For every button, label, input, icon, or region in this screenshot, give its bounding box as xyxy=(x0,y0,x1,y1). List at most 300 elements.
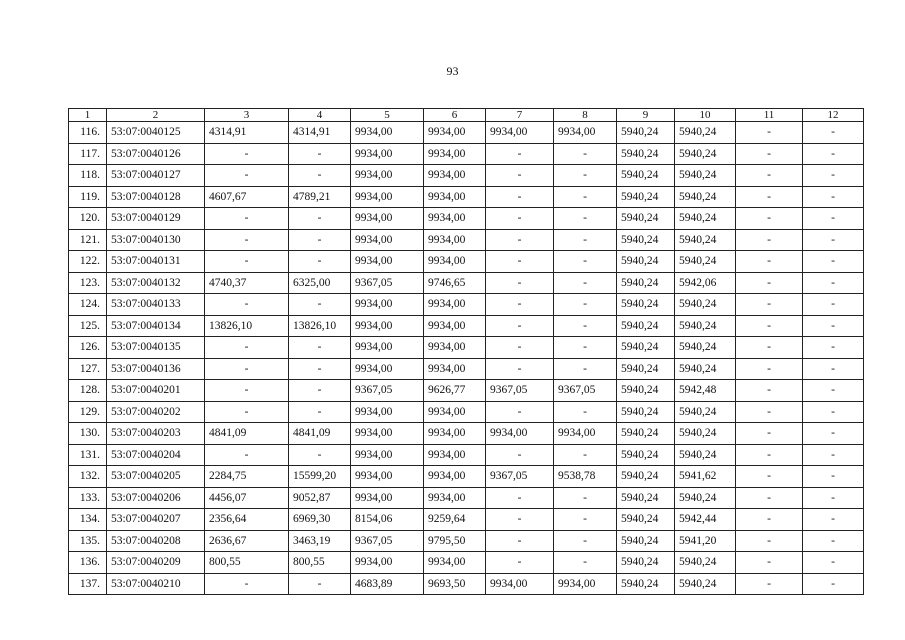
table-cell-col-12: - xyxy=(803,315,864,337)
table-cell-col-9: 5940,24 xyxy=(617,466,675,488)
table-cell-col-3: 4607,67 xyxy=(205,186,289,208)
table-cell-col-3: 2356,64 xyxy=(205,509,289,531)
table-cell-col-9: 5940,24 xyxy=(617,444,675,466)
table-cell-col-10: 5940,24 xyxy=(675,186,736,208)
table-cell-col-5: 9934,00 xyxy=(351,122,424,144)
table-cell-col-12: - xyxy=(803,466,864,488)
table-cell-col-6: 9934,00 xyxy=(424,466,486,488)
column-header-2: 2 xyxy=(107,109,205,122)
table-cell-col-2: 53:07:0040135 xyxy=(107,337,205,359)
table-cell-col-1: 121. xyxy=(69,229,107,251)
table-cell-col-11: - xyxy=(736,552,803,574)
table-cell-col-3: 4314,91 xyxy=(205,122,289,144)
table-cell-col-4: - xyxy=(289,229,351,251)
table-cell-col-2: 53:07:0040128 xyxy=(107,186,205,208)
table-cell-col-9: 5940,24 xyxy=(617,251,675,273)
table-cell-col-7: - xyxy=(486,251,554,273)
table-cell-col-1: 120. xyxy=(69,208,107,230)
table-cell-col-5: 9934,00 xyxy=(351,466,424,488)
table-cell-col-7: - xyxy=(486,143,554,165)
table-cell-col-7: - xyxy=(486,487,554,509)
table-row xyxy=(69,466,864,488)
table-cell-col-10: 5940,24 xyxy=(675,294,736,316)
table-cell-col-8: - xyxy=(554,487,617,509)
table-cell-col-6: 9934,00 xyxy=(424,487,486,509)
table-cell-col-8: 9934,00 xyxy=(554,573,617,595)
table-cell-col-7: - xyxy=(486,272,554,294)
table-row xyxy=(69,530,864,552)
table-cell-col-5: 8154,06 xyxy=(351,509,424,531)
table-cell-col-7: - xyxy=(486,229,554,251)
table-cell-col-7: 9934,00 xyxy=(486,423,554,445)
table-cell-col-2: 53:07:0040131 xyxy=(107,251,205,273)
table-row xyxy=(69,294,864,316)
table-row xyxy=(69,143,864,165)
table-cell-col-7: 9367,05 xyxy=(486,380,554,402)
table-cell-col-9: 5940,24 xyxy=(617,294,675,316)
table-cell-col-9: 5940,24 xyxy=(617,423,675,445)
table-cell-col-5: 9934,00 xyxy=(351,208,424,230)
table-cell-col-4: 3463,19 xyxy=(289,530,351,552)
table-cell-col-4: - xyxy=(289,444,351,466)
table-cell-col-5: 9934,00 xyxy=(351,444,424,466)
table-cell-col-8: - xyxy=(554,143,617,165)
table-cell-col-7: - xyxy=(486,165,554,187)
table-cell-col-8: - xyxy=(554,294,617,316)
table-cell-col-3: - xyxy=(205,337,289,359)
page-number: 93 xyxy=(446,64,459,78)
table-cell-col-5: 9934,00 xyxy=(351,186,424,208)
table-cell-col-8: 9934,00 xyxy=(554,122,617,144)
table-cell-col-12: - xyxy=(803,380,864,402)
table-cell-col-7: - xyxy=(486,186,554,208)
table-cell-col-4: 800,55 xyxy=(289,552,351,574)
table-cell-col-12: - xyxy=(803,573,864,595)
cadastral-value-table xyxy=(68,108,864,595)
table-cell-col-7: - xyxy=(486,530,554,552)
table-cell-col-11: - xyxy=(736,573,803,595)
table-cell-col-3: - xyxy=(205,294,289,316)
table-cell-col-12: - xyxy=(803,552,864,574)
table-cell-col-4: - xyxy=(289,143,351,165)
table-cell-col-8: - xyxy=(554,444,617,466)
table-cell-col-9: 5940,24 xyxy=(617,143,675,165)
table-cell-col-3: - xyxy=(205,358,289,380)
table-cell-col-8: - xyxy=(554,208,617,230)
table-cell-col-11: - xyxy=(736,251,803,273)
table-cell-col-5: 9934,00 xyxy=(351,552,424,574)
table-cell-col-6: 9934,00 xyxy=(424,208,486,230)
table-cell-col-11: - xyxy=(736,165,803,187)
table-cell-col-5: 9934,00 xyxy=(351,251,424,273)
table-cell-col-9: 5940,24 xyxy=(617,165,675,187)
table-cell-col-6: 9934,00 xyxy=(424,229,486,251)
table-cell-col-4: 15599,20 xyxy=(289,466,351,488)
table-cell-col-6: 9934,00 xyxy=(424,294,486,316)
table-cell-col-11: - xyxy=(736,229,803,251)
table-cell-col-2: 53:07:0040208 xyxy=(107,530,205,552)
table-row xyxy=(69,487,864,509)
table-cell-col-8: - xyxy=(554,530,617,552)
table-cell-col-3: - xyxy=(205,380,289,402)
table-cell-col-1: 122. xyxy=(69,251,107,273)
table-cell-col-1: 124. xyxy=(69,294,107,316)
table-cell-col-6: 9693,50 xyxy=(424,573,486,595)
table-cell-col-1: 116. xyxy=(69,122,107,144)
table-row xyxy=(69,272,864,294)
table-cell-col-4: 4841,09 xyxy=(289,423,351,445)
table-cell-col-2: 53:07:0040134 xyxy=(107,315,205,337)
table-cell-col-12: - xyxy=(803,165,864,187)
column-header-9: 9 xyxy=(617,109,675,122)
table-cell-col-1: 135. xyxy=(69,530,107,552)
table-cell-col-4: - xyxy=(289,573,351,595)
table-cell-col-10: 5941,20 xyxy=(675,530,736,552)
table-row xyxy=(69,509,864,531)
table-row xyxy=(69,401,864,423)
table-cell-col-12: - xyxy=(803,509,864,531)
table-cell-col-12: - xyxy=(803,294,864,316)
table-cell-col-11: - xyxy=(736,315,803,337)
table-cell-col-1: 136. xyxy=(69,552,107,574)
table-cell-col-10: 5942,44 xyxy=(675,509,736,531)
table-cell-col-7: - xyxy=(486,444,554,466)
table-row xyxy=(69,122,864,144)
table-cell-col-11: - xyxy=(736,186,803,208)
table-cell-col-2: 53:07:0040125 xyxy=(107,122,205,144)
table-cell-col-12: - xyxy=(803,251,864,273)
column-header-10: 10 xyxy=(675,109,736,122)
table-cell-col-8: - xyxy=(554,401,617,423)
table-cell-col-5: 9934,00 xyxy=(351,358,424,380)
table-cell-col-7: - xyxy=(486,358,554,380)
table-cell-col-2: 53:07:0040129 xyxy=(107,208,205,230)
table-cell-col-11: - xyxy=(736,509,803,531)
table-cell-col-2: 53:07:0040130 xyxy=(107,229,205,251)
column-header-11: 11 xyxy=(736,109,803,122)
table-cell-col-11: - xyxy=(736,208,803,230)
table-cell-col-1: 118. xyxy=(69,165,107,187)
table-row xyxy=(69,186,864,208)
table-cell-col-8: - xyxy=(554,358,617,380)
table-cell-col-11: - xyxy=(736,423,803,445)
table-cell-col-2: 53:07:0040203 xyxy=(107,423,205,445)
table-cell-col-4: - xyxy=(289,294,351,316)
table-cell-col-1: 131. xyxy=(69,444,107,466)
table-cell-col-12: - xyxy=(803,122,864,144)
table-cell-col-1: 134. xyxy=(69,509,107,531)
table-cell-col-3: - xyxy=(205,229,289,251)
table-cell-col-9: 5940,24 xyxy=(617,208,675,230)
table-row xyxy=(69,380,864,402)
table-cell-col-7: 9367,05 xyxy=(486,466,554,488)
table-cell-col-5: 9934,00 xyxy=(351,401,424,423)
table-cell-col-3: - xyxy=(205,165,289,187)
table-cell-col-7: - xyxy=(486,208,554,230)
table-cell-col-2: 53:07:0040126 xyxy=(107,143,205,165)
table-cell-col-4: - xyxy=(289,165,351,187)
column-header-1: 1 xyxy=(69,109,107,122)
table-cell-col-8: - xyxy=(554,509,617,531)
table-cell-col-4: 13826,10 xyxy=(289,315,351,337)
table-cell-col-6: 9934,00 xyxy=(424,337,486,359)
table-cell-col-6: 9626,77 xyxy=(424,380,486,402)
table-row xyxy=(69,315,864,337)
table-cell-col-9: 5940,24 xyxy=(617,573,675,595)
table-cell-col-3: - xyxy=(205,573,289,595)
table-cell-col-3: 2636,67 xyxy=(205,530,289,552)
table-cell-col-3: - xyxy=(205,251,289,273)
table-row xyxy=(69,552,864,574)
table-cell-col-10: 5940,24 xyxy=(675,487,736,509)
table-cell-col-10: 5941,62 xyxy=(675,466,736,488)
table-cell-col-9: 5940,24 xyxy=(617,401,675,423)
table-cell-col-4: - xyxy=(289,380,351,402)
table-cell-col-10: 5940,24 xyxy=(675,358,736,380)
table-cell-col-12: - xyxy=(803,186,864,208)
table-cell-col-7: 9934,00 xyxy=(486,122,554,144)
table-cell-col-10: 5940,24 xyxy=(675,143,736,165)
table-cell-col-4: 6325,00 xyxy=(289,272,351,294)
table-cell-col-11: - xyxy=(736,143,803,165)
table-cell-col-12: - xyxy=(803,358,864,380)
table-cell-col-3: - xyxy=(205,401,289,423)
table-cell-col-9: 5940,24 xyxy=(617,186,675,208)
table-cell-col-12: - xyxy=(803,423,864,445)
table-cell-col-2: 53:07:0040136 xyxy=(107,358,205,380)
table-cell-col-7: - xyxy=(486,552,554,574)
table-cell-col-11: - xyxy=(736,358,803,380)
table-cell-col-8: - xyxy=(554,165,617,187)
table-cell-col-9: 5940,24 xyxy=(617,530,675,552)
table-cell-col-12: - xyxy=(803,530,864,552)
table-cell-col-10: 5940,24 xyxy=(675,122,736,144)
table-cell-col-3: 2284,75 xyxy=(205,466,289,488)
table-cell-col-11: - xyxy=(736,487,803,509)
table-cell-col-9: 5940,24 xyxy=(617,552,675,574)
table-cell-col-5: 9934,00 xyxy=(351,423,424,445)
table-cell-col-2: 53:07:0040204 xyxy=(107,444,205,466)
table-cell-col-11: - xyxy=(736,401,803,423)
table-cell-col-10: 5942,48 xyxy=(675,380,736,402)
table-cell-col-12: - xyxy=(803,229,864,251)
table-cell-col-9: 5940,24 xyxy=(617,337,675,359)
table-cell-col-10: 5940,24 xyxy=(675,401,736,423)
table-cell-col-6: 9259,64 xyxy=(424,509,486,531)
table-cell-col-6: 9795,50 xyxy=(424,530,486,552)
table-cell-col-10: 5940,24 xyxy=(675,573,736,595)
table-cell-col-1: 137. xyxy=(69,573,107,595)
table-cell-col-8: 9538,78 xyxy=(554,466,617,488)
column-header-3: 3 xyxy=(205,109,289,122)
table-cell-col-6: 9934,00 xyxy=(424,143,486,165)
table-cell-col-6: 9934,00 xyxy=(424,186,486,208)
table-row xyxy=(69,337,864,359)
table-cell-col-5: 9367,05 xyxy=(351,272,424,294)
table-cell-col-1: 129. xyxy=(69,401,107,423)
table-cell-col-5: 9934,00 xyxy=(351,315,424,337)
table-cell-col-2: 53:07:0040127 xyxy=(107,165,205,187)
table-row xyxy=(69,208,864,230)
table-cell-col-6: 9934,00 xyxy=(424,122,486,144)
column-header-12: 12 xyxy=(803,109,864,122)
table-cell-col-12: - xyxy=(803,401,864,423)
table-body xyxy=(69,122,864,595)
table-row xyxy=(69,251,864,273)
table-cell-col-10: 5940,24 xyxy=(675,315,736,337)
table-cell-col-11: - xyxy=(736,272,803,294)
table-cell-col-7: - xyxy=(486,401,554,423)
table-cell-col-6: 9934,00 xyxy=(424,423,486,445)
table-cell-col-9: 5940,24 xyxy=(617,509,675,531)
table-cell-col-3: 4456,07 xyxy=(205,487,289,509)
table-cell-col-5: 9934,00 xyxy=(351,229,424,251)
table-cell-col-8: 9367,05 xyxy=(554,380,617,402)
table-cell-col-7: - xyxy=(486,294,554,316)
table-cell-col-9: 5940,24 xyxy=(617,229,675,251)
table-cell-col-6: 9934,00 xyxy=(424,444,486,466)
table-cell-col-6: 9934,00 xyxy=(424,552,486,574)
table-cell-col-3: 4841,09 xyxy=(205,423,289,445)
table-cell-col-4: 4314,91 xyxy=(289,122,351,144)
table-cell-col-5: 9367,05 xyxy=(351,530,424,552)
table-cell-col-2: 53:07:0040132 xyxy=(107,272,205,294)
table-cell-col-5: 9934,00 xyxy=(351,294,424,316)
table-cell-col-11: - xyxy=(736,466,803,488)
table-cell-col-10: 5940,24 xyxy=(675,251,736,273)
table-row xyxy=(69,229,864,251)
table-cell-col-10: 5940,24 xyxy=(675,229,736,251)
table-cell-col-4: 9052,87 xyxy=(289,487,351,509)
table-cell-col-6: 9934,00 xyxy=(424,165,486,187)
table-cell-col-11: - xyxy=(736,337,803,359)
table-cell-col-12: - xyxy=(803,272,864,294)
table-cell-col-1: 123. xyxy=(69,272,107,294)
table-cell-col-3: - xyxy=(205,208,289,230)
table-cell-col-6: 9746,65 xyxy=(424,272,486,294)
table-cell-col-2: 53:07:0040210 xyxy=(107,573,205,595)
table-row xyxy=(69,444,864,466)
table-cell-col-10: 5942,06 xyxy=(675,272,736,294)
column-header-7: 7 xyxy=(486,109,554,122)
table-row xyxy=(69,423,864,445)
table-cell-col-2: 53:07:0040205 xyxy=(107,466,205,488)
table-cell-col-10: 5940,24 xyxy=(675,337,736,359)
table-cell-col-11: - xyxy=(736,530,803,552)
table-cell-col-4: - xyxy=(289,401,351,423)
column-header-8: 8 xyxy=(554,109,617,122)
table-row xyxy=(69,165,864,187)
table-cell-col-8: - xyxy=(554,552,617,574)
table-cell-col-5: 9934,00 xyxy=(351,165,424,187)
table-cell-col-12: - xyxy=(803,487,864,509)
table-cell-col-9: 5940,24 xyxy=(617,487,675,509)
table-cell-col-5: 9934,00 xyxy=(351,487,424,509)
table-cell-col-12: - xyxy=(803,143,864,165)
table-cell-col-1: 133. xyxy=(69,487,107,509)
table-cell-col-12: - xyxy=(803,444,864,466)
column-header-5: 5 xyxy=(351,109,424,122)
table-cell-col-9: 5940,24 xyxy=(617,272,675,294)
table-cell-col-4: 6969,30 xyxy=(289,509,351,531)
table-cell-col-3: - xyxy=(205,444,289,466)
table-cell-col-8: - xyxy=(554,229,617,251)
table-cell-col-10: 5940,24 xyxy=(675,165,736,187)
table-cell-col-2: 53:07:0040206 xyxy=(107,487,205,509)
table-cell-col-1: 125. xyxy=(69,315,107,337)
table-cell-col-8: - xyxy=(554,272,617,294)
table-cell-col-2: 53:07:0040209 xyxy=(107,552,205,574)
column-header-6: 6 xyxy=(424,109,486,122)
table-cell-col-5: 4683,89 xyxy=(351,573,424,595)
table-cell-col-3: 800,55 xyxy=(205,552,289,574)
table-cell-col-2: 53:07:0040133 xyxy=(107,294,205,316)
table-cell-col-1: 119. xyxy=(69,186,107,208)
table-cell-col-1: 127. xyxy=(69,358,107,380)
table-cell-col-10: 5940,24 xyxy=(675,208,736,230)
column-header-4: 4 xyxy=(289,109,351,122)
table-cell-col-4: - xyxy=(289,251,351,273)
table-cell-col-10: 5940,24 xyxy=(675,444,736,466)
table-cell-col-2: 53:07:0040202 xyxy=(107,401,205,423)
table-cell-col-1: 126. xyxy=(69,337,107,359)
table-cell-col-1: 128. xyxy=(69,380,107,402)
table-cell-col-6: 9934,00 xyxy=(424,315,486,337)
table-cell-col-7: - xyxy=(486,337,554,359)
table-cell-col-6: 9934,00 xyxy=(424,401,486,423)
table-cell-col-6: 9934,00 xyxy=(424,251,486,273)
table-cell-col-8: - xyxy=(554,315,617,337)
table-cell-col-8: - xyxy=(554,186,617,208)
table-cell-col-4: - xyxy=(289,358,351,380)
table-cell-col-5: 9934,00 xyxy=(351,337,424,359)
table-cell-col-11: - xyxy=(736,444,803,466)
table-cell-col-6: 9934,00 xyxy=(424,358,486,380)
table-cell-col-7: - xyxy=(486,315,554,337)
table-cell-col-2: 53:07:0040207 xyxy=(107,509,205,531)
table-cell-col-12: - xyxy=(803,337,864,359)
table-cell-col-11: - xyxy=(736,380,803,402)
table-cell-col-12: - xyxy=(803,208,864,230)
table-cell-col-9: 5940,24 xyxy=(617,380,675,402)
table-cell-col-4: - xyxy=(289,337,351,359)
table-cell-col-5: 9367,05 xyxy=(351,380,424,402)
table-cell-col-7: - xyxy=(486,509,554,531)
table-row xyxy=(69,573,864,595)
table-cell-col-3: 13826,10 xyxy=(205,315,289,337)
table-cell-col-2: 53:07:0040201 xyxy=(107,380,205,402)
table-cell-col-11: - xyxy=(736,294,803,316)
table-cell-col-7: 9934,00 xyxy=(486,573,554,595)
table-cell-col-8: - xyxy=(554,251,617,273)
table-cell-col-1: 117. xyxy=(69,143,107,165)
table-cell-col-3: - xyxy=(205,143,289,165)
table-cell-col-10: 5940,24 xyxy=(675,423,736,445)
table-row xyxy=(69,358,864,380)
table-cell-col-5: 9934,00 xyxy=(351,143,424,165)
table-cell-col-4: 4789,21 xyxy=(289,186,351,208)
table-cell-col-9: 5940,24 xyxy=(617,315,675,337)
table-cell-col-3: 4740,37 xyxy=(205,272,289,294)
table-cell-col-4: - xyxy=(289,208,351,230)
table-cell-col-1: 130. xyxy=(69,423,107,445)
table-cell-col-9: 5940,24 xyxy=(617,358,675,380)
column-number-row xyxy=(69,109,864,122)
table-cell-col-8: 9934,00 xyxy=(554,423,617,445)
table-cell-col-9: 5940,24 xyxy=(617,122,675,144)
table-cell-col-11: - xyxy=(736,122,803,144)
table-cell-col-1: 132. xyxy=(69,466,107,488)
